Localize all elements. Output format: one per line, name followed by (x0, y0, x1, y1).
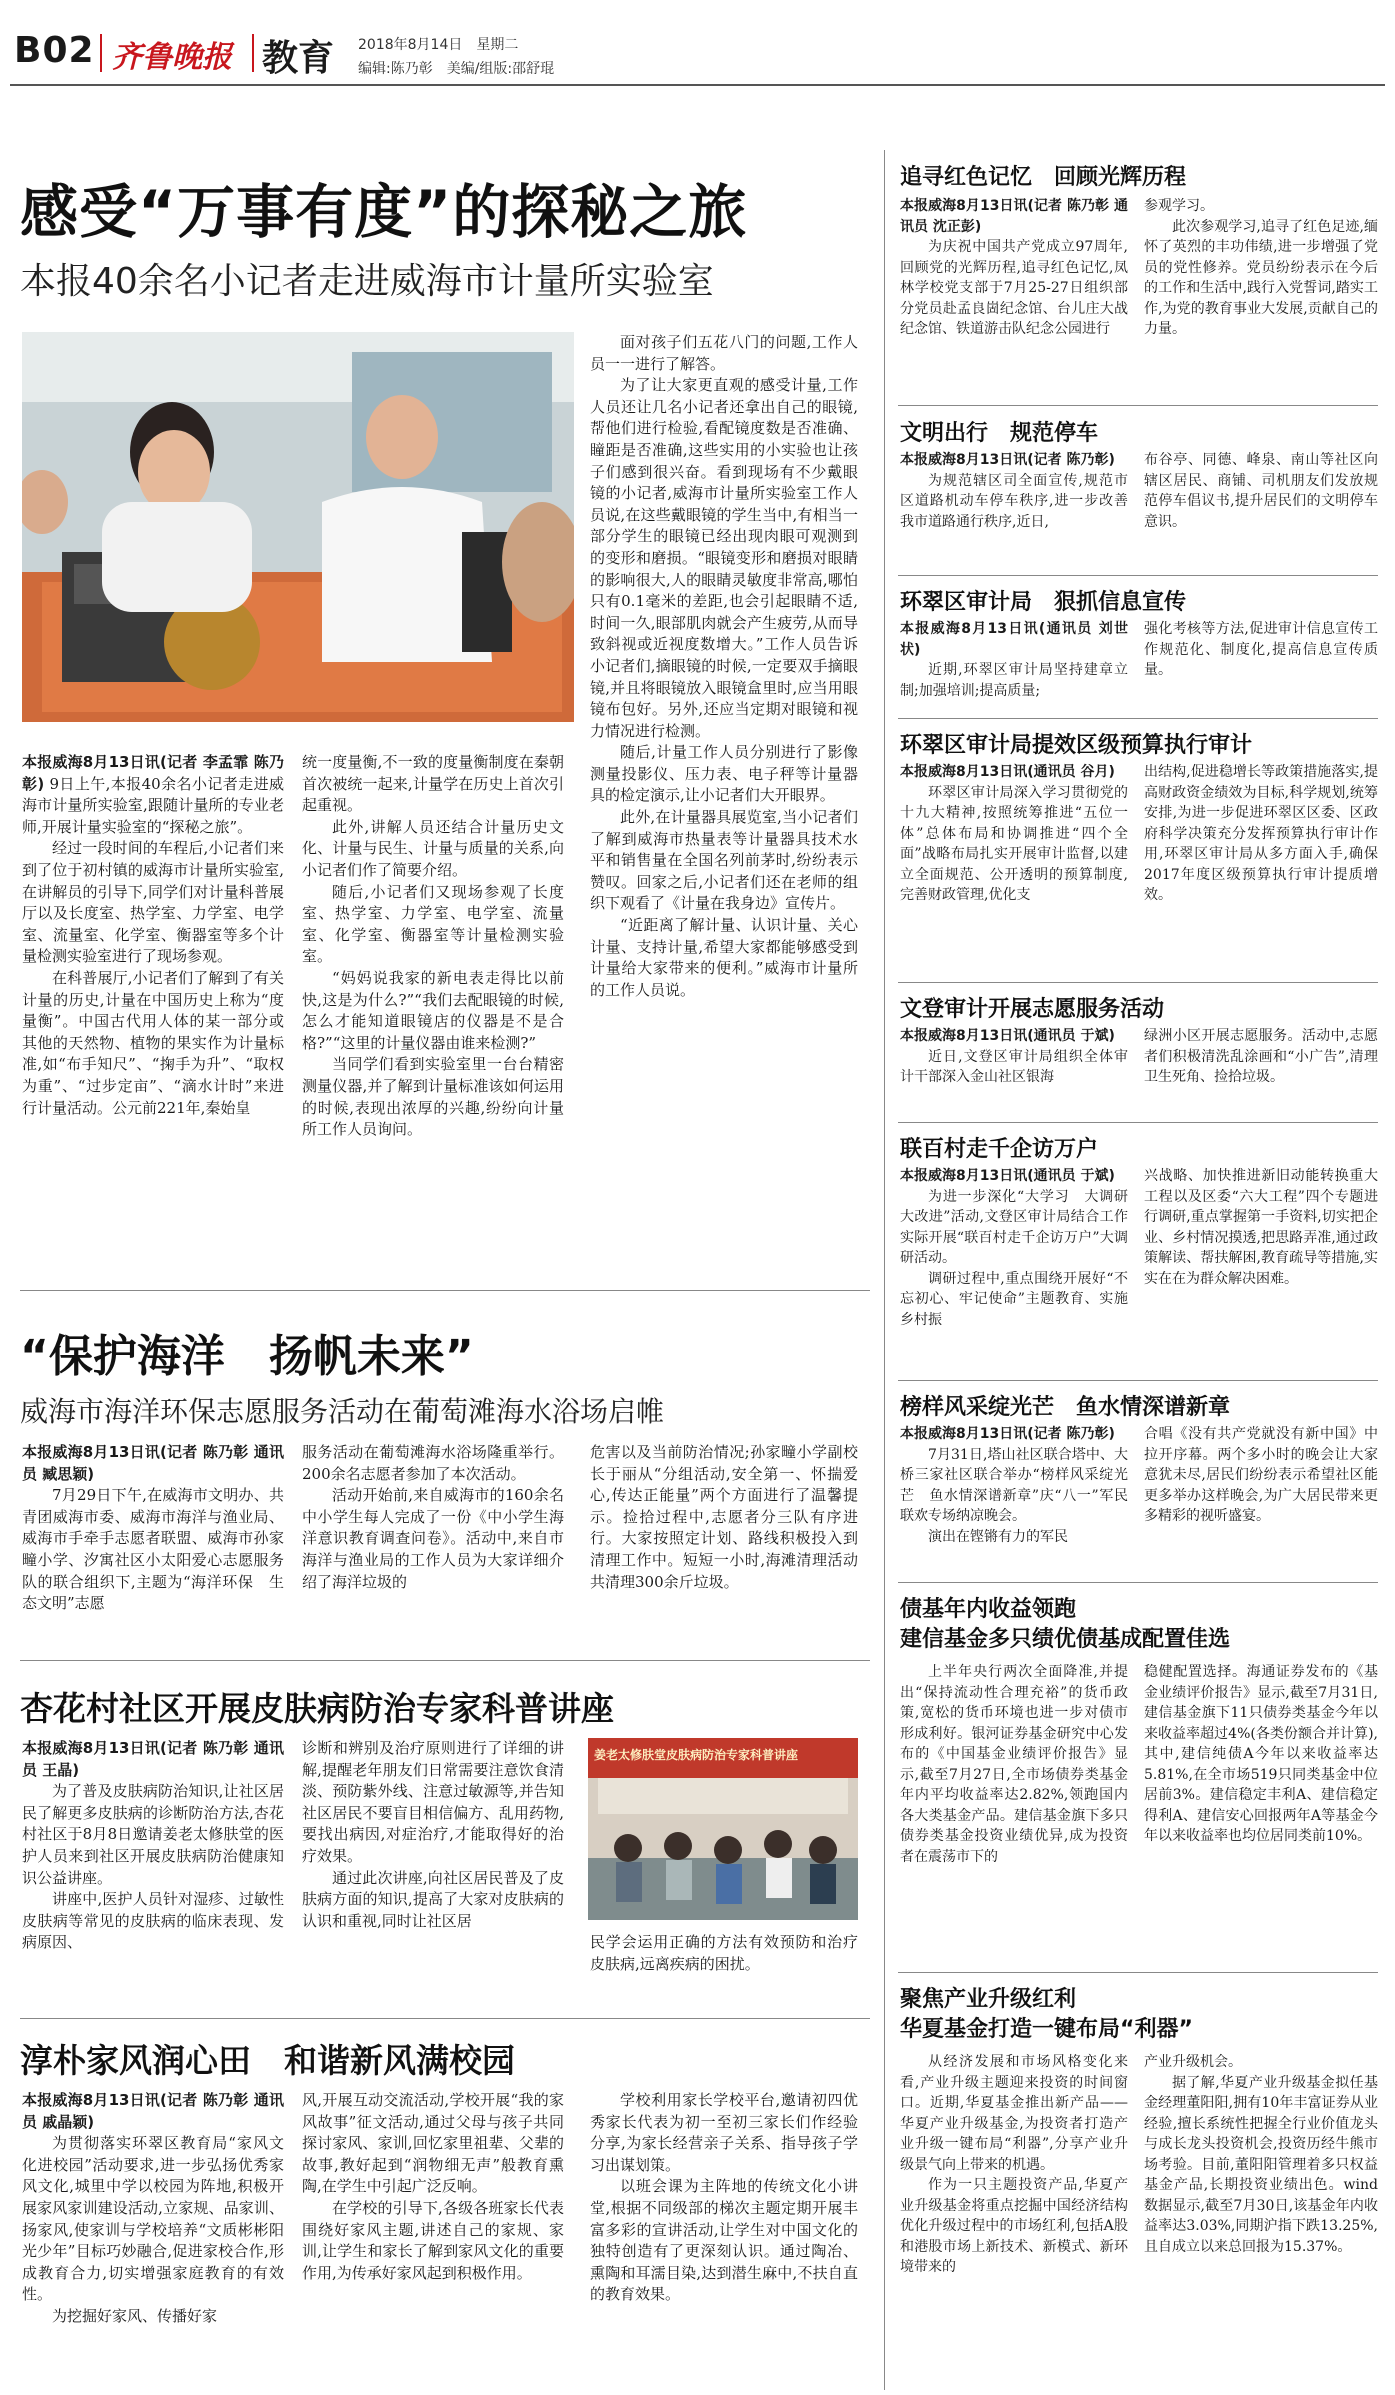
date-line: 2018年8月14日 星期二 (358, 37, 519, 53)
a4-paragraph: 在学校的引导下,各级各班家长代表围绕好家风主题,讲述自己的家规、家训,让学生和家长了解到家风文化的重要作用,为传承好家风起到积极作用。 (302, 2198, 564, 2282)
a2-rule (20, 1660, 870, 1661)
r6-paragraph: 为进一步深化“大学习 大调研 大改进”活动,文登区审计局结合工作实际开展“联百村走千企访万户”大调研活动。 (900, 1188, 1142, 1266)
r2-col-2 (1144, 450, 1378, 532)
r5-title: 文登审计开展志愿服务活动 (900, 997, 1165, 1022)
r1-col-2 (1144, 196, 1378, 340)
r8-paragraph: 稳健配置选择。海通证券发布的《基金业绩评价报告》显示,截至7月31日,建信基金旗下11只债券类基金今年以来收益率超过4%(各类份额合并计算),其中,建信纯债A今年以来收益率达5.81%,在全市场519只同类基金中位居前3%。建信稳定丰利A、建信稳定得利A、建信安心回报两年A等基金今年以来收益率也均位居同类前10%。 (1144, 1664, 1378, 1844)
a1-col-2 (302, 752, 564, 1141)
r4-col-1 (900, 762, 1128, 906)
r7-paragraph: 合唱《没有共产党就没有新中国》中拉开序幕。两个多小时的晚会让大家意犹未尽,居民们纷纷表示希望社区能更多举办这样晚会,为广大居民带来更多精彩的视听盛宴。 (1144, 1426, 1378, 1524)
a3-photo (588, 1738, 858, 1920)
r8-title-2: 建信基金多只绩优债基成配置佳选 (900, 1627, 1231, 1652)
r9-paragraph: 从经济发展和市场风格变化来看,产业升级主题迎来投资的时间窗口。近期,华夏基金推出新产品——华夏产业升级基金,为投资者打造产业升级一键布局“利器”,分享产业升级景气向上带来的机遇。 (900, 2054, 1128, 2173)
a1-paragraph: 此外,讲解人员还结合计量历史文化、计量与民生、计量与质量的关系,向小记者们作了简要介绍。 (302, 817, 564, 879)
header-rule (10, 84, 1385, 86)
a3-photo-banner: 姜老太修肤堂皮肤病防治专家科普讲座 (594, 1748, 799, 1762)
r7-title: 榜样风采绽光芒 鱼水情深谱新章 (900, 1395, 1231, 1420)
a3-byline: 本报威海8月13日讯(记者 陈乃彰 通讯员 王晶) (22, 1739, 284, 1779)
a1-byline: 本报威海8月13日讯(记者 李孟霏 陈乃彰) 9日上午,本报40余名小记者走进威海市计量所实验室,跟随计量所的专业老师,开展计量实验室的“探秘之旅”。 (22, 753, 284, 836)
a2-paragraph: 活动开始前,来自威海市的160余名中小学生每人完成了一份《中小学生海洋意识教育调查问卷》。活动中,来自市海洋与渔业局的工作人员为大家详细介绍了海洋垃圾的 (302, 1486, 564, 1591)
r6-title: 联百村走千企访万户 (900, 1137, 1099, 1162)
a3-title: 杏花村社区开展皮肤病防治专家科普讲座 (20, 1689, 614, 1728)
a1-paragraph: 统一度量衡,不一致的度量衡制度在秦朝首次被统一起来,计量学在历史上首次引起重视。 (302, 753, 564, 815)
r7-paragraph: 演出在铿锵有力的军民 (928, 1528, 1068, 1545)
r1-byline: 本报威海8月13日讯(记者 陈乃彰 通讯员 沈正彭) (900, 198, 1128, 235)
r5-paragraph: 绿洲小区开展志愿服务。活动中,志愿者们积极清洗乱涂画和“小广告”,清理卫生死角、捡拾垃圾。 (1144, 1028, 1378, 1085)
r4-rule (898, 982, 1378, 983)
r2-title: 文明出行 规范停车 (900, 421, 1099, 446)
a4-col-3 (590, 2090, 858, 2306)
r1-col-1 (900, 196, 1128, 340)
a4-byline: 本报威海8月13日讯(记者 陈乃彰 通讯员 戚晶颖) (22, 2091, 284, 2131)
r6-col-2 (1144, 1166, 1378, 1289)
a1-paragraph: 在科普展厅,小记者们了解到了有关计量的历史,计量在中国历史上称为“度量衡”。中国古代用人体的某一部分或其他的天然物、植物的果实作为计量标准,如“布手知尺”、“掬手为升”、“取权为重”、“过步定亩”、“滴水计时”来进行计量活动。公元前221年,秦始皇 (22, 968, 284, 1117)
r6-rule (898, 1380, 1378, 1381)
a2-byline: 本报威海8月13日讯(记者 陈乃彰 通讯员 臧思颖) (22, 1443, 284, 1483)
r4-col-2 (1144, 762, 1378, 906)
a4-paragraph: 为挖掘好家风、传播好家 (52, 2306, 218, 2325)
a1-paragraph: 随后,小记者们又现场参观了长度室、热学室、力学室、电学室、流量室、化学室、衡器室等计量检测实验室。 (302, 882, 564, 966)
header-divider-2 (252, 34, 254, 72)
a2-col-2 (302, 1442, 564, 1593)
r2-col-1 (900, 450, 1128, 532)
paper-logo: 齐鲁晚报 (112, 40, 232, 75)
r3-byline: 本报威海8月13日讯(通讯员 刘世状) (900, 621, 1128, 658)
r8-title-1: 债基年内收益领跑 (900, 1597, 1077, 1622)
r8-rule (898, 1972, 1378, 1973)
r3-col-2 (1144, 619, 1378, 681)
a4-paragraph: 风,开展互动交流活动,学校开展“我的家风故事”征文活动,通过父母与孩子共同探讨家风、家训,回忆家里祖辈、父辈的故事,教好起到“润物细无声”般教育熏陶,在学生中引起广泛反响。 (302, 2091, 564, 2196)
r6-byline: 本报威海8月13日讯(通讯员 于斌) (900, 1168, 1115, 1184)
r9-col-1 (900, 2052, 1128, 2278)
a2-title: “保护海洋 扬帆未来” (20, 1331, 474, 1382)
r2-paragraph: 布谷亭、同德、峰泉、南山等社区向辖区居民、商铺、司机朋友们发放规范停车倡议书,提升居民们的文明停车意识。 (1144, 452, 1378, 530)
r1-paragraph: 参观学习。 (1144, 198, 1214, 214)
r1-paragraph: 此次参观学习,追寻了红色足迹,缅怀了英烈的丰功伟绩,进一步增强了党员的党性修养。党员纷纷表示在今后的工作和生活中,践行入党誓词,踏实工作,为党的教育事业大发展,贡献自己的力量。 (1144, 218, 1378, 337)
a2-paragraph: 服务活动在葡萄滩海水浴场隆重举行。200余名志愿者参加了本次活动。 (302, 1443, 564, 1483)
r2-rule (898, 575, 1378, 576)
a1-paragraph: 经过一段时间的车程后,小记者们来到了位于初村镇的威海市计量所实验室,在讲解员的引导下,同学们对计量科普展厅以及长度室、热学室、力学室、电学室、流量室、化学室、衡器室等多个计量检测实验室进行了现场参观。 (22, 839, 284, 966)
r9-paragraph: 产业升级机会。 (1144, 2054, 1242, 2070)
a1-paragraph: “妈妈说我家的新电表走得比以前快,这是为什么?”“我们去配眼镜的时候,怎么才能知道眼镜店的仪器是不是合格?”“这里的计量仪器由谁来检测?” (302, 968, 564, 1052)
a1-paragraph: “近距离了解计量、认识计量、关心计量、支持计量,希望大家都能够感受到计量给大家带来的便利。”威海市计量所的工作人员说。 (590, 916, 858, 999)
page-number: B02 (14, 30, 95, 71)
r3-paragraph: 近期,环翠区审计局坚持建章立制;加强培训;提高质量; (900, 662, 1128, 699)
a1-photo (22, 332, 574, 722)
a1-title: 感受“万事有度”的探秘之旅 (20, 178, 748, 246)
r4-title: 环翠区审计局提效区级预算执行审计 (900, 733, 1253, 758)
r5-rule (898, 1122, 1378, 1123)
r4-paragraph: 环翠区审计局深入学习贯彻党的十九大精神,按照统筹推进“五位一体”总体布局和协调推进“四个全面”战略布局扎实开展审计监督,以建立全面规范、公开透明的预算制度,完善财政管理,优化支 (900, 784, 1128, 903)
r9-title-1: 聚焦产业升级红利 (900, 1987, 1077, 2012)
a2-col-1 (22, 1442, 284, 1615)
r7-paragraph: 7月31日,塔山社区联合塔中、大桥三家社区联合举办“榜样风采绽光芒 鱼水情深谱新章”庆“八一”军民联欢专场纳凉晚会。 (900, 1446, 1128, 1524)
a1-paragraph: 面对孩子们五花八门的问题,工作人员一一进行了解答。 (590, 333, 858, 373)
a3-col-2 (302, 1738, 564, 1932)
header-divider (100, 34, 102, 72)
r3-paragraph: 强化考核等方法,促进审计信息宣传工作规范化、制度化,提高信息宣传质量。 (1144, 621, 1378, 678)
a3-paragraph: 通过此次讲座,向社区居民普及了皮肤病方面的知识,提高了大家对皮肤病的认识和重视,同时让社区居 (302, 1868, 564, 1930)
a3-rule (20, 2018, 870, 2019)
r6-paragraph: 兴战略、加快推进新旧动能转换重大工程以及区委“六大工程”四个专题进行调研,重点掌握第一手资料,切实把企业、乡村情况摸透,把思路弄准,通过政策解读、帮扶解困,教育疏导等措施,实实在在为群众解决困难。 (1144, 1168, 1378, 1287)
a3-col-1 (22, 1738, 284, 1954)
r3-rule (898, 718, 1378, 719)
a1-paragraph: 为了让大家更直观的感受计量,工作人员还让几名小记者还拿出自己的眼镜,帮他们进行检验,看配镜度数是否准确、瞳距是否准确,这些实用的小实验也让孩子们感到很兴奋。看到现场有不少戴眼镜的小记者,威海市计量所实验室工作人员说,在这些戴眼镜的学生当中,有相当一部分学生的眼镜已经出现肉眼可观测到的变形和磨损。“眼镜变形和磨损对眼睛的影响很大,人的眼睛灵敏度非常高,哪怕只有0.1毫米的差距,也会引起眼睛不适,时间一久,眼部肌肉就会产生疲劳,从而导致斜视或近视度数增大。”工作人员告诉小记者们,摘眼镜的时候,一定要双手摘眼镜,并且将眼镜放入眼镜盒里时,应当用眼镜布包好。另外,还应当定期对眼镜和视力情况进行检测。 (590, 376, 858, 740)
a4-paragraph: 以班会课为主阵地的传统文化小讲堂,根据不同级部的梯次主题定期开展丰富多彩的宣讲活动,让学生对中国文化的独特创造有了更深刻认识。通过陶冶、熏陶和耳濡目染,达到潜生麻中,不扶自直的教育效果。 (590, 2177, 858, 2304)
r5-col-2 (1144, 1026, 1378, 1088)
a2-col-3 (590, 1442, 858, 1593)
a3-paragraph: 民学会运用正确的方法有效预防和治疗皮肤病,远离疾病的困扰。 (590, 1933, 858, 1973)
a4-paragraph: 学校利用家长学校平台,邀请初四优秀家长代表为初一至初三家长们作经验分享,为家长经营亲子关系、指导孩子学习出谋划策。 (590, 2091, 858, 2174)
a1-paragraph: 此外,在计量器具展览室,当小记者们了解到威海市热量表等计量器具技术水平和销售量在全国名列前茅时,纷纷表示赞叹。回家之后,小记者们还在老师的组织下观看了《计量在我身边》宣传片。 (590, 808, 858, 913)
r1-title: 追寻红色记忆 回顾光辉历程 (900, 165, 1187, 190)
r4-byline: 本报威海8月13日讯(通讯员 谷月) (900, 764, 1115, 780)
a1-subtitle: 本报40余名小记者走进威海市计量所实验室 (20, 261, 714, 302)
r3-title: 环翠区审计局 狠抓信息宣传 (900, 590, 1187, 615)
editor-line: 编辑:陈乃彰 美编/组版:邵舒琨 (358, 61, 555, 77)
r3-col-1 (900, 619, 1128, 701)
r1-paragraph: 为庆祝中国共产党成立97周年,回顾党的光辉历程,追寻红色记忆,凤林学校党支部于7月25-27日组织部分党员赴孟良崮纪念馆、台儿庄大战纪念馆、铁道游击队纪念公园进行 (900, 239, 1128, 337)
a3-paragraph: 诊断和辨别及治疗原则进行了详细的讲解,提醒老年朋友们日常需要注意饮食清淡、预防紫外线、注意过敏源等,并告知社区居民不要盲目相信偏方、乱用药物,要找出病因,对症治疗,才能取得好的治疗效果。 (302, 1739, 564, 1865)
section-name: 教育 (262, 38, 335, 79)
r5-byline: 本报威海8月13日讯(通讯员 于斌) (900, 1028, 1115, 1044)
r9-paragraph: 作为一只主题投资产品,华夏产业升级基金将重点挖掘中国经济结构优化升级过程中的市场红利,包括A股和港股市场上新技术、新模式、新环境带来的 (900, 2177, 1128, 2275)
a3-paragraph: 为了普及皮肤病防治知识,让社区居民了解更多皮肤病的诊断防治方法,杏花村社区于8月8日邀请姜老太修肤堂的医护人员来到社区开展皮肤病防治健康知识公益讲座。 (22, 1782, 284, 1887)
r9-col-2 (1144, 2052, 1378, 2257)
column-rule (884, 150, 885, 2390)
a1-rule (20, 1290, 870, 1291)
a1-paragraph: 随后,计量工作人员分别进行了影像测量投影仪、压力表、电子秤等计量器具的检定演示,让小记者们大开眼界。 (590, 743, 858, 805)
a1-paragraph: 当同学们看到实验室里一台台精密测量仪器,并了解到计量标准该如何运用的时候,表现出浓厚的兴趣,纷纷向计量所工作人员询问。 (302, 1055, 564, 1139)
a1-col-3 (590, 332, 858, 1001)
r1-rule (898, 405, 1378, 406)
r9-paragraph: 据了解,华夏产业升级基金拟任基金经理董阳阳,拥有10年丰富证券从业经验,擅长系统性把握全行业价值龙头与成长龙头投资机会,投资历经牛熊市场考验。目前,董阳阳管理着多只权益基金产品,长期投资业绩出色。wind数据显示,截至7月30日,该基金年内收益率达3.03%,同期沪指下跌13.25%,且自成立以来总回报为15.37%。 (1144, 2074, 1378, 2255)
r7-rule (898, 1582, 1378, 1583)
r5-paragraph: 近日,文登区审计局组织全体审计干部深入金山社区银海 (900, 1048, 1128, 1085)
r5-col-1 (900, 1026, 1128, 1088)
a4-col-1 (22, 2090, 284, 2328)
r8-col-2 (1144, 1662, 1378, 1847)
r7-col-2 (1144, 1424, 1378, 1527)
r8-paragraph: 上半年央行两次全面降准,并提出“保持流动性合理充裕”的货币政策,宽松的货币环境也进一步对债市形成利好。银河证券基金研究中心发布的《中国基金业绩评价报告》显示,截至7月27日,全市场债券类基金年内平均收益率达2.82%,领跑国内各大类基金产品。建信基金旗下多只债券类基金投资业绩优异,成为投资者在震荡市下的 (900, 1664, 1128, 1865)
r4-paragraph: 出结构,促进稳增长等政策措施落实,提高财政资金绩效为目标,科学规划,统筹安排,为进一步促进环翠区区委、区政府科学决策充分发挥预算执行审计作用,环翠区审计局从多方面入手,确保2017年度区级预算执行审计提质增效。 (1144, 764, 1378, 903)
r7-byline: 本报威海8月13日讯(记者 陈乃彰) (900, 1426, 1115, 1442)
a3-col-3 (590, 1932, 858, 1975)
r9-title-2: 华夏基金打造一键布局“利器” (900, 2017, 1193, 2042)
a1-col-1 (22, 752, 284, 1119)
r7-col-1 (900, 1424, 1128, 1547)
a2-paragraph: 危害以及当前防治情况;孙家疃小学副校长于丽从“分组活动,安全第一、怀揣爱心,传达正能量”两个方面进行了温馨提示。捡拾过程中,志愿者分三队有序进行。大家按照定计划、路线积极投入到清理工作中。短短一小时,海滩清理活动共清理300余斤垃圾。 (590, 1443, 858, 1591)
r8-col-1 (900, 1662, 1128, 1867)
a4-col-2 (302, 2090, 564, 2284)
a3-paragraph: 讲座中,医护人员针对湿疹、过敏性皮肤病等常见的皮肤病的临床表现、发病原因、 (22, 1890, 284, 1952)
a2-paragraph: 7月29日下午,在威海市文明办、共青团威海市委、威海市海洋与渔业局、威海市手牵手志愿者联盟、威海市孙家疃小学、汐寓社区小太阳爱心志愿服务队的联合组织下,主题为“海洋环保 生态文明”志愿 (22, 1486, 284, 1613)
a4-title: 淳朴家风润心田 和谐新风满校园 (20, 2041, 515, 2080)
r6-paragraph: 调研过程中,重点围绕开展好“不忘初心、牢记使命”主题教育、实施乡村振 (900, 1270, 1128, 1328)
r6-col-1 (900, 1166, 1142, 1330)
a4-paragraph: 为贯彻落实环翠区教育局“家风文化进校园”活动要求,进一步弘扬优秀家风文化,城里中学以校园为阵地,积极开展家风家训建设活动,立家规、品家训、扬家风,使家训与学校培养“文质彬彬阳光少年”目标巧妙融合,促进家校合作,形成教育合力,切实增强家庭教育的有效性。 (22, 2134, 284, 2304)
a2-subtitle: 威海市海洋环保志愿服务活动在葡萄滩海水浴场启帷 (20, 1395, 665, 1428)
r2-paragraph: 为规范辖区司全面宣传,规范市区道路机动车停车秩序,进一步改善我市道路通行秩序,近日, (900, 472, 1128, 530)
r2-byline: 本报威海8月13日讯(记者 陈乃彰) (900, 452, 1115, 468)
